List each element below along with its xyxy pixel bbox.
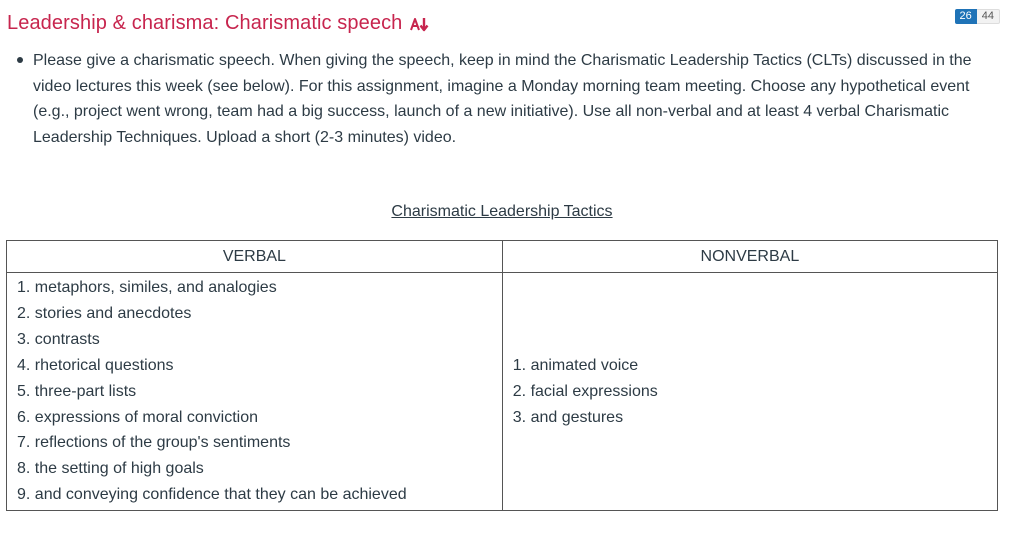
nonverbal-header: NONVERBAL [502, 241, 997, 273]
table-header-row [7, 241, 998, 273]
list-item: 2. facial expressions [512, 382, 658, 400]
counter-current: 26 [955, 9, 977, 24]
table-title: Charismatic Leadership Tactics [391, 203, 613, 220]
list-item: 6. expressions of moral conviction [17, 408, 258, 426]
list-item: 5. three-part lists [17, 382, 137, 400]
list-item: 8. the setting of high goals [17, 460, 204, 478]
clt-table [6, 240, 998, 511]
page-counter [955, 9, 1001, 24]
nonverbal-list [513, 353, 987, 431]
sort-alpha-icon[interactable] [410, 16, 430, 32]
verbal-list [17, 275, 492, 508]
header [7, 12, 430, 35]
table-row [7, 273, 998, 511]
verbal-cell [7, 273, 503, 511]
verbal-header: VERBAL [7, 241, 503, 273]
list-item: 7. reflections of the group's sentiments [17, 434, 291, 452]
list-item: 1. metaphors, similes, and analogies [17, 279, 277, 296]
list-item: 1. animated voice [512, 356, 639, 374]
instructions-list [15, 48, 1005, 150]
page-title: Leadership & charisma: Charismatic speech [7, 12, 403, 34]
list-item: 2. stories and anecdotes [17, 304, 192, 322]
list-item: 3. and gestures [512, 408, 624, 426]
counter-total: 44 [977, 9, 1000, 24]
list-item: 4. rhetorical questions [17, 356, 174, 374]
instruction-item: Please give a charismatic speech. When giving the speech, keep in mind the Charismatic Leadership Tactics (CLTs) discussed in the video lectures this week (see below). For this assignment, imagine a Monday morning team meeting. Choose any hypothetical event (e.g., project went wrong, team had a big success, launch of a new initiative). Use all non-verbal and at least 4 verbal Charismatic Leadership Techniques. Upload a short (2-3 minutes) video. [15, 48, 1005, 150]
list-item: 3. contrasts [17, 330, 100, 348]
list-item: 9. and conveying confidence that they can be achieved [17, 486, 407, 504]
nonverbal-cell [502, 273, 997, 511]
